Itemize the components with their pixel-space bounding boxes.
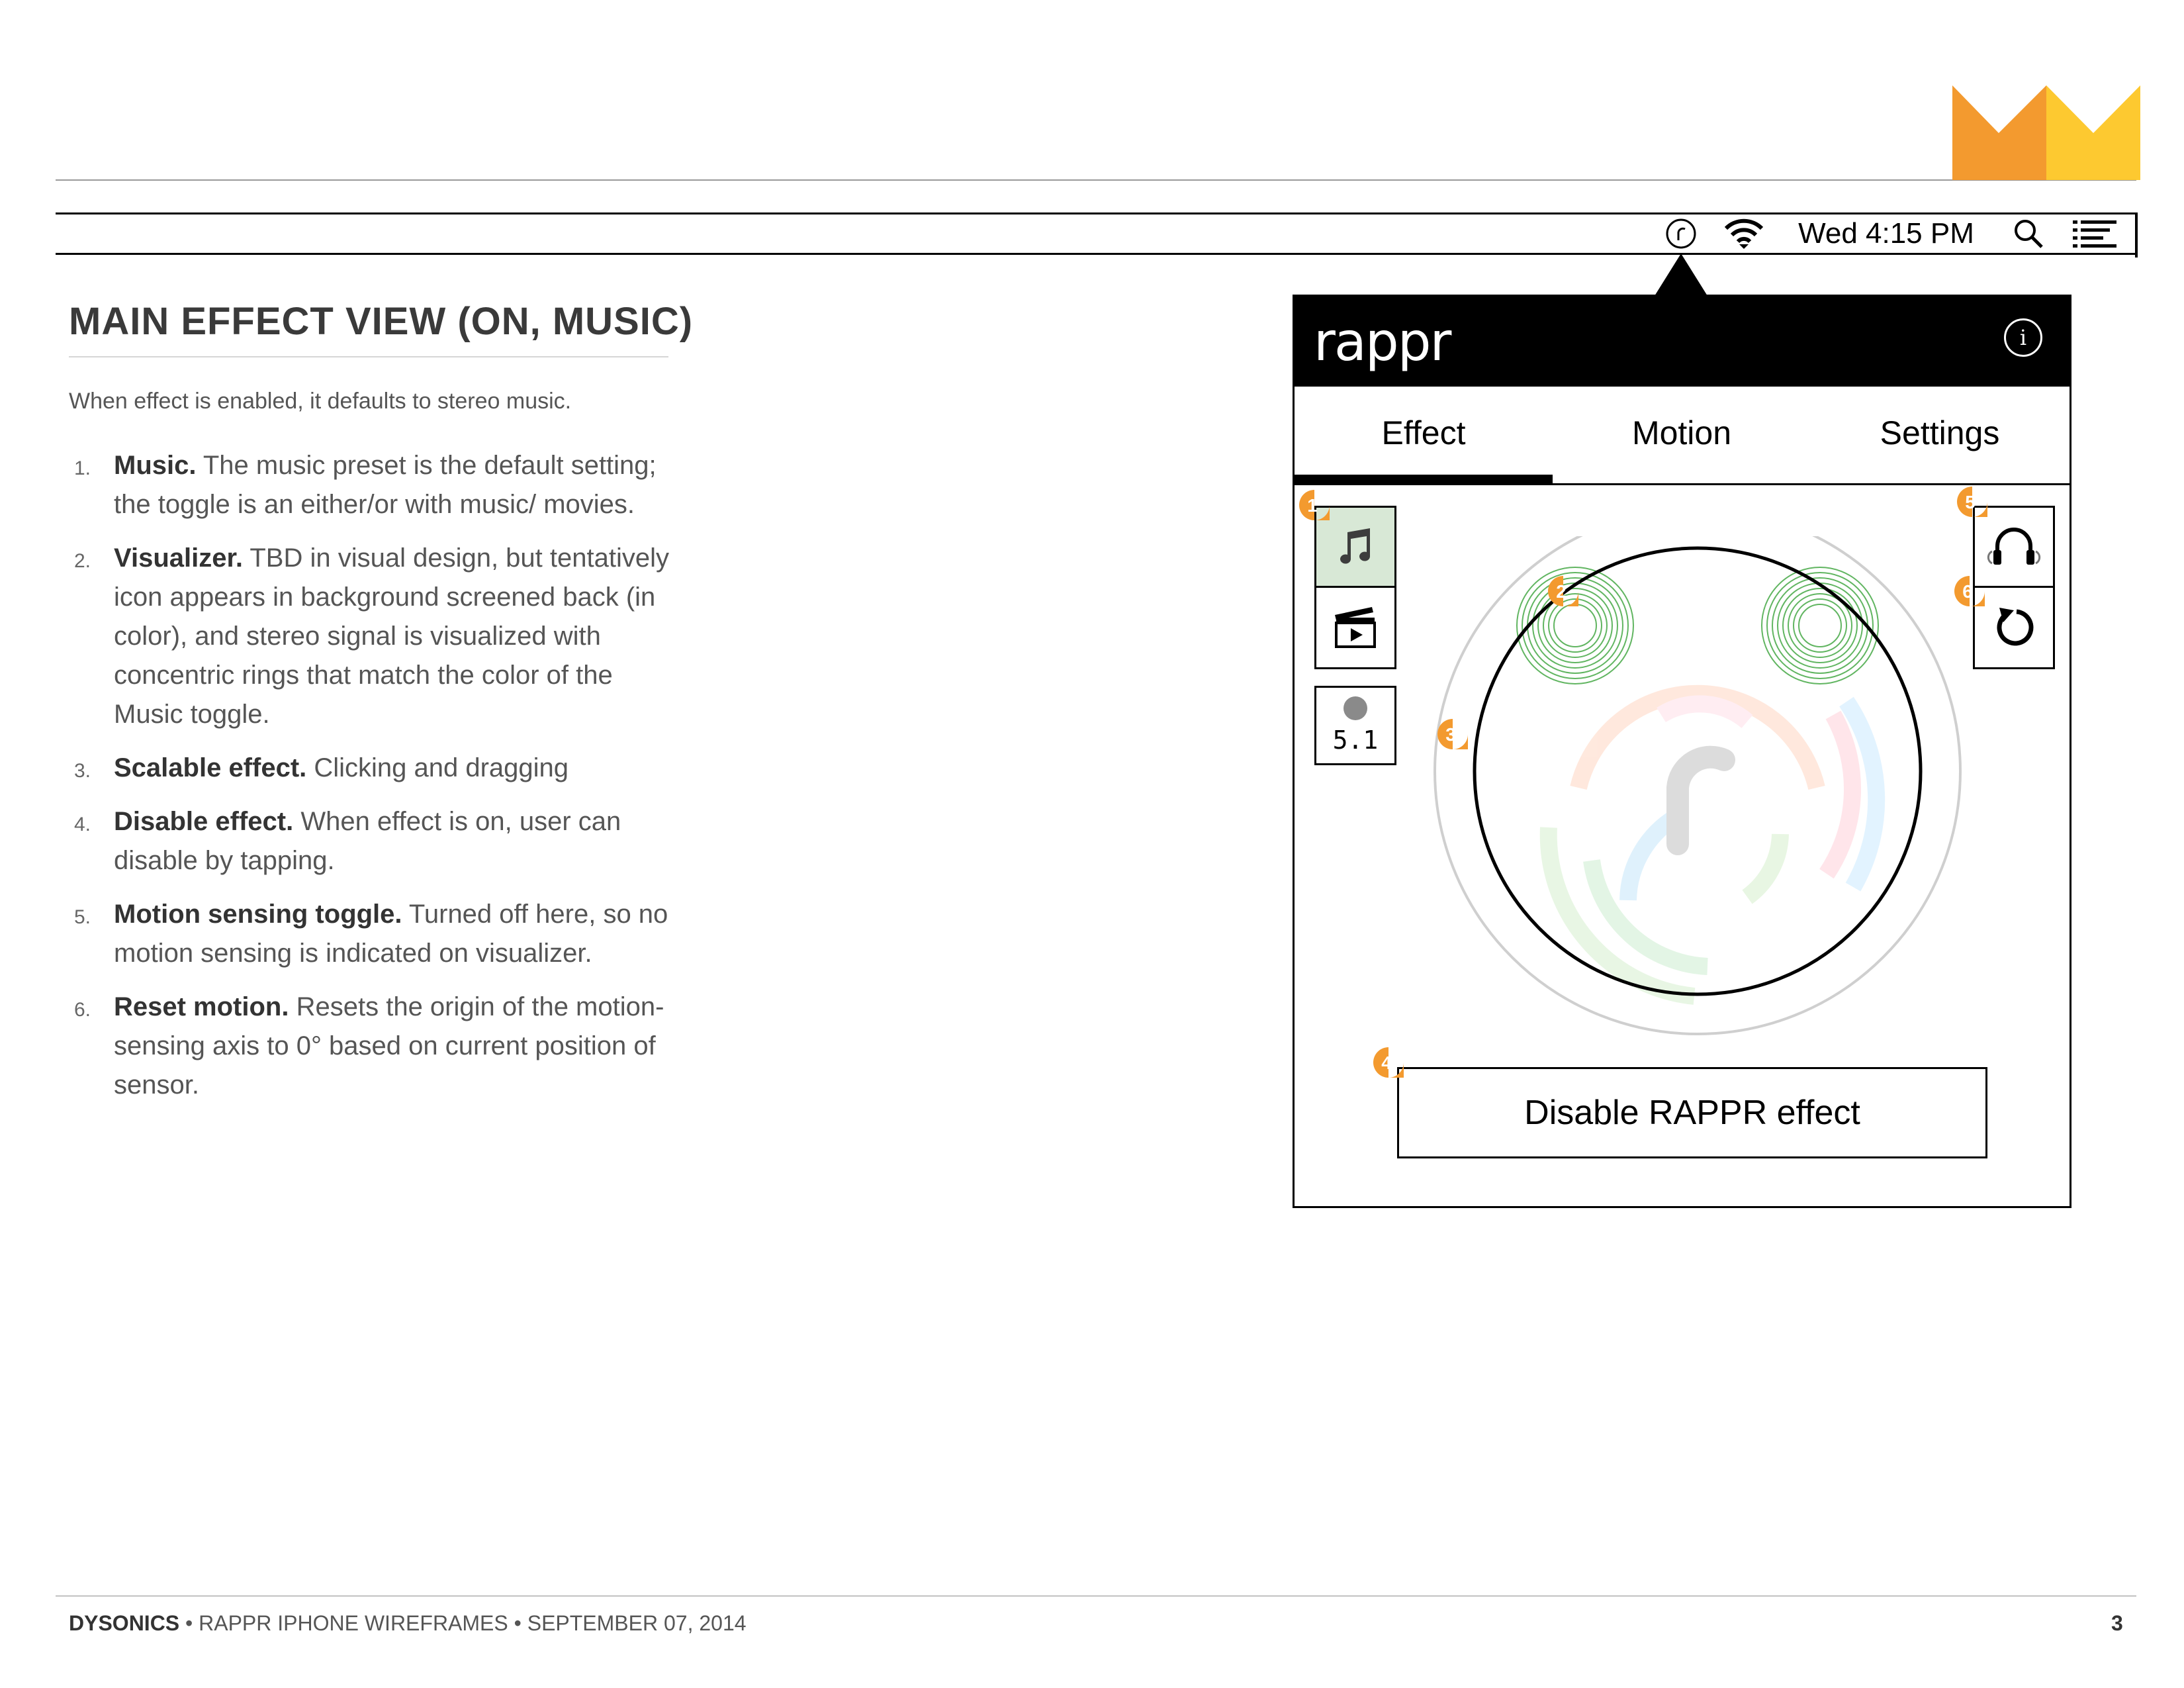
rappr-logo: rappr (1314, 311, 1451, 373)
svg-text:5: 5 (1965, 492, 1976, 512)
list-item: 6. Reset motion. Resets the origin of the motion-sensing axis to 0° based on current position of sensor. (74, 992, 664, 1100)
headphones-icon (1984, 524, 2044, 570)
annotation-badge (1372, 1046, 1405, 1079)
annotation-list (69, 446, 684, 1119)
annotation-badge (1436, 718, 1469, 751)
bg-arc (1747, 834, 1780, 897)
page-number: 3 (2111, 1611, 2123, 1635)
menubar-clock: Wed 4:15 PM (1798, 217, 1974, 250)
info-button[interactable]: i (2004, 318, 2042, 357)
svg-text:3: 3 (1445, 724, 1456, 745)
list-item: 3. Scalable effect. Clicking and dragging (74, 753, 569, 782)
annotation-badge (1953, 575, 1986, 608)
svg-text:6: 6 (1962, 581, 1973, 602)
rappr-status-icon[interactable] (1661, 214, 1701, 254)
annotation-badge (1956, 485, 1989, 518)
rappr-r-glyph (1678, 757, 1724, 844)
list-item: 1. Music. The music preset is the default setting; the toggle is an either/or with music/ movies. (74, 451, 657, 519)
ring-mask (1430, 503, 1966, 536)
dysonics-logo (1952, 85, 2140, 180)
movies-toggle[interactable] (1314, 586, 1396, 669)
annotation-badge (1298, 489, 1331, 522)
visualizer[interactable] (1430, 503, 1966, 1039)
svg-text:2: 2 (1556, 581, 1567, 602)
tab-effect[interactable]: Effect (1381, 414, 1466, 451)
list-item: 4. Disable effect. When effect is on, user can disable by tapping. (74, 807, 621, 875)
header-rule (56, 179, 2136, 181)
footer-rule (56, 1595, 2136, 1597)
bg-arc (1827, 715, 1852, 874)
reset-icon (1987, 601, 2040, 654)
logo-left-shape (1952, 85, 2046, 180)
title-rule (69, 356, 668, 357)
list-icon[interactable] (2068, 214, 2121, 254)
clapperboard-icon (1332, 604, 1379, 651)
annotation-badge (1547, 575, 1580, 608)
tab-settings[interactable]: Settings (1880, 414, 2000, 451)
search-icon[interactable] (2005, 214, 2052, 254)
tab-divider (1295, 483, 2070, 485)
surround-toggle[interactable] (1314, 686, 1396, 765)
list-item: 2. Visualizer. TBD in visual design, but tentatively icon appears in background screened back (in color), and stereo signal is visualized with concentric rings that match the color of the Music toggle. (74, 543, 669, 729)
surround-label: 5.1 (1332, 726, 1379, 755)
footer-text: DYSONICS • RAPPR IPHONE WIREFRAMES • SEPTEMBER 07, 2014 (69, 1611, 747, 1635)
logo-right-shape (2046, 85, 2140, 180)
page-title: MAIN EFFECT VIEW (ON, MUSIC) (69, 300, 694, 343)
svg-text:1: 1 (1307, 495, 1318, 516)
disable-effect-button[interactable]: Disable RAPPR effect (1397, 1067, 1987, 1158)
svg-text:4: 4 (1381, 1053, 1392, 1073)
intro-text: When effect is enabled, it defaults to stereo music. (69, 389, 572, 414)
bg-arc (1661, 704, 1747, 722)
popover-pointer (1655, 254, 1707, 296)
surround-dot (1343, 696, 1367, 720)
tab-motion[interactable]: Motion (1631, 414, 1732, 451)
wifi-icon[interactable] (1721, 214, 1767, 254)
list-item: 5. Motion sensing toggle. Turned off here, so no motion sensing is indicated on visualizer. (74, 900, 668, 968)
music-note-icon (1336, 527, 1375, 567)
